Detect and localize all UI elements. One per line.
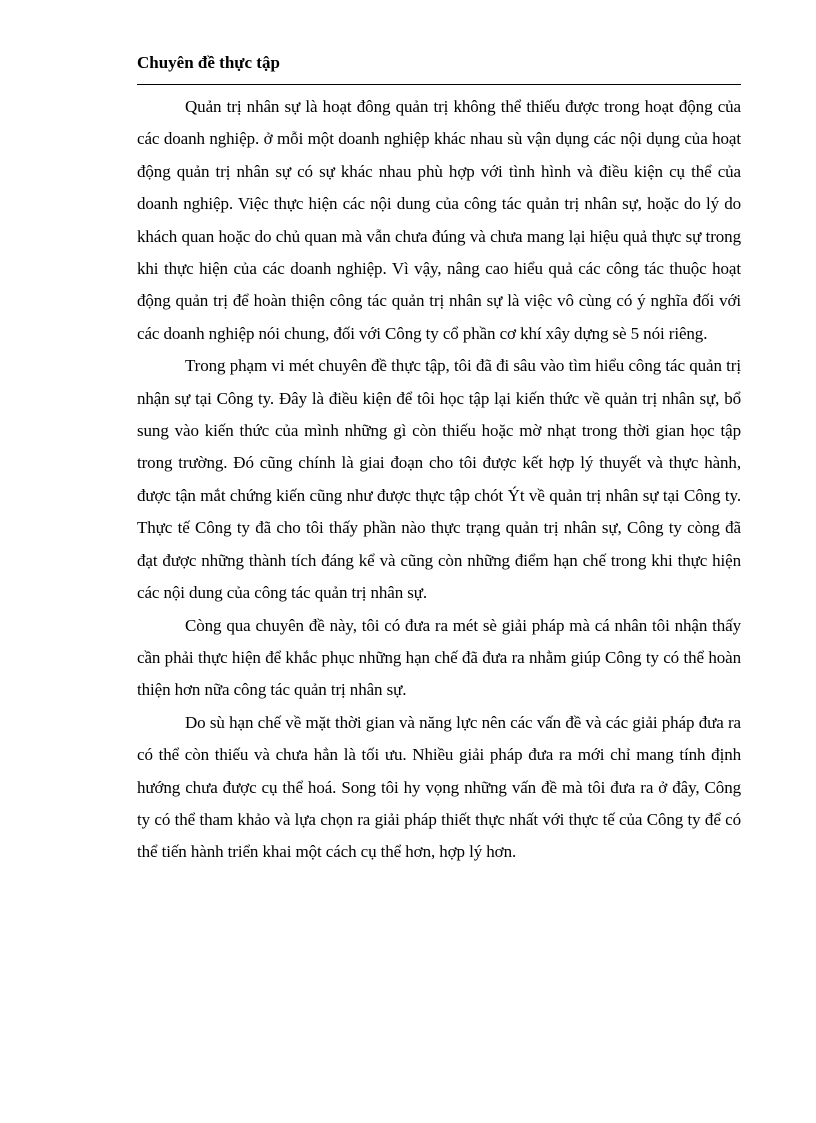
paragraph-3: Còng qua chuyên đề này, tôi có đưa ra mét sè giải pháp mà cá nhân tôi nhận thấy cần phải thực hiện để khắc phục những hạn chế đã đưa ra nhằm giúp Công ty có thể hoàn thiện hơn nữa công tác quản trị nhân sự. bbox=[137, 615, 741, 700]
document-body bbox=[137, 91, 741, 869]
paragraph-1: Quản trị nhân sự là hoạt đông quản trị không thể thiếu được trong hoạt động của các doanh nghiệp. ở mỗi một doanh nghiệp khác nhau sù vận dụng các nội dụng của hoạt động quản trị nhân sự có sự khác nhau phù hợp với tình hình và điều kiện cụ thể của doanh nghiệp. Việc thực hiện các nội dung của công tác quản trị nhân sự, hoặc do lý do khách quan hoặc do chủ quan mà vẫn chưa đúng và chưa mang lại hiệu quả thực sự trong khi thực hiện của các doanh nghiệp. Vì vậy, nâng cao hiểu quả các công tác thuộc hoạt động quản trị để hoàn thiện công tác quản trị nhân sự là việc vô cùng có ý nghĩa đối với các doanh nghiệp nói chung, đối với Công ty cổ phần cơ khí xây dựng sè 5 nói riêng. bbox=[137, 97, 741, 343]
header-divider bbox=[137, 84, 741, 85]
page-header-title: Chuyên đề thực tập bbox=[137, 53, 280, 72]
paragraph-2: Trong phạm vi mét chuyên đề thực tập, tôi đã đi sâu vào tìm hiểu công tác quản trị nhận sự tại Công ty. Đây là điều kiện để tôi học tập lại kiến thức về quản trị nhân sự, bổ sung vào kiến thức của mình những gì còn thiếu hoặc mờ nhạt trong thời gian học tập trong trường. Đó cũng chính là giai đoạn cho tôi được kết hợp lý thuyết và thực hành, được tận mắt chứng kiến cũng như được thực tập chót Ýt về quản trị nhân sự tại Công ty. Thực tế Công ty đã cho tôi thấy phần nào thực trạng quản trị nhân sự, Công ty còng đã đạt được những thành tích đáng kể và cũng còn những điểm hạn chế trong khi thực hiện các nội dung của công tác quản trị nhân sự. bbox=[137, 356, 741, 603]
paragraph-4: Do sù hạn chế về mặt thời gian và năng lực nên các vấn đề và các giải pháp đưa ra có thể còn thiếu và chưa hẳn là tối ưu. Nhiều giải pháp đưa ra mới chỉ mang tính định hướng chưa được cụ thể hoá. Song tôi hy vọng những vấn đề mà tôi đưa ra ở đây, Công ty có thể tham khảo và lựa chọn ra giải pháp thiết thực nhất với thực tế của Công ty để có thể tiến hành triển khai một cách cụ thể hơn, hợp lý hơn. bbox=[137, 712, 741, 862]
